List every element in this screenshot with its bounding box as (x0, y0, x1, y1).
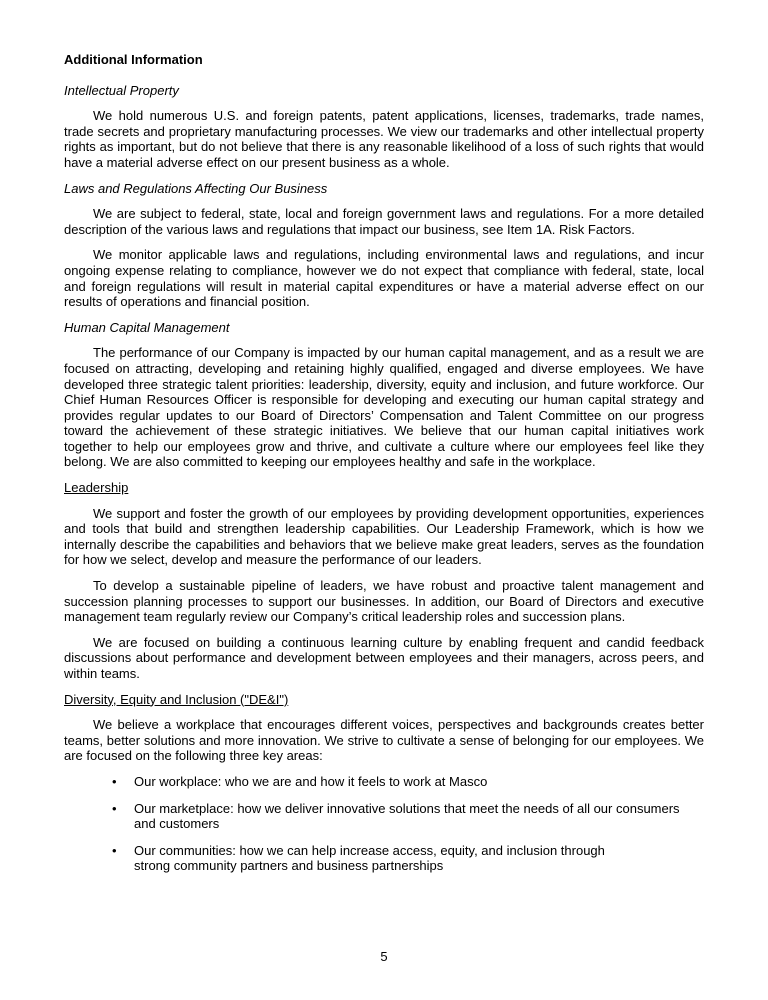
dei-bullet-list (64, 774, 704, 874)
leadership-heading: Leadership (64, 480, 129, 496)
bullet-icon: • (112, 773, 117, 789)
document-page (64, 52, 704, 885)
paragraph: We are focused on building a continuous learning culture by enabling frequent and candid feedback discussions about performance and development between employees and their managers, across peers, and within teams. (64, 634, 704, 681)
bullet-icon: • (112, 800, 117, 816)
human-capital-heading: Human Capital Management (64, 319, 230, 335)
paragraph: We support and foster the growth of our employees by providing development opportunities, experiences and tools that build and strengthen leadership capabilities. Our Leadership Framework, which is how we internally describe the capabilities and behaviors that we believe make great leaders, serves as the foundation for how we select, develop and measure the performance of our leaders. (64, 505, 704, 568)
list-item-text: Our workplace: who we are and how it feels to work at Masco (134, 773, 488, 789)
list-item-text: Our marketplace: how we deliver innovative solutions that meet the needs of all our consumers and customers (134, 800, 680, 832)
paragraph: We believe a workplace that encourages different voices, perspectives and backgrounds creates better teams, better solutions and more innovation. We strive to cultivate a sense of belonging for our employees. We are focused on the following three key areas: (64, 717, 704, 764)
paragraph: We monitor applicable laws and regulations, including environmental laws and regulations, and incur ongoing expense relating to compliance, however we do not expect that compliance with federal, state, local and foreign regulations will result in material capital expenditures or have a material adverse effect on our results of operations and financial position. (64, 247, 704, 310)
section-title: Additional Information (64, 52, 203, 67)
paragraph: We are subject to federal, state, local and foreign government laws and regulations. For a more detailed description of the various laws and regulations that impact our business, see Item 1A. Risk Factors. (64, 206, 704, 237)
page-number: 5 (380, 949, 388, 964)
dei-heading: Diversity, Equity and Inclusion ("DE&I") (64, 691, 289, 707)
intellectual-property-heading: Intellectual Property (64, 82, 179, 98)
bullet-icon: • (112, 842, 117, 858)
paragraph: To develop a sustainable pipeline of leaders, we have robust and proactive talent management and succession planning processes to support our businesses. In addition, our Board of Directors and executive management team regularly review our Company’s critical leadership roles and succession plans. (64, 578, 704, 625)
paragraph: The performance of our Company is impacted by our human capital management, and as a result we are focused on attracting, developing and retaining highly qualified, engaged and diverse employees. We have developed three strategic talent priorities: leadership, diversity, equity and inclusion, and future workforce. Our Chief Human Resources Officer is responsible for developing and executing our human capital strategy and provides regular updates to our Board of Directors’ Compensation and Talent Committee on our progress toward the achievement of these strategic initiatives. We believe that our human capital initiatives work together to help our employees grow and thrive, and cultivate a culture where our employees feel like they belong. We are also committed to keeping our employees healthy and safe in the workplace. (64, 345, 704, 470)
laws-heading: Laws and Regulations Affecting Our Business (64, 180, 328, 196)
list-item (64, 801, 704, 832)
list-item (64, 843, 704, 874)
list-item (64, 774, 704, 790)
list-item-text: Our communities: how we can help increase access, equity, and inclusion through strong community partners and business partnerships (134, 842, 605, 874)
paragraph: We hold numerous U.S. and foreign patents, patent applications, licenses, trademarks, trade names, trade secrets and proprietary manufacturing processes. We view our trademarks and other intellectual property rights as important, but do not believe that there is any reasonable likelihood of a loss of such rights that would have a material adverse effect on our present business as a whole. (64, 108, 704, 170)
